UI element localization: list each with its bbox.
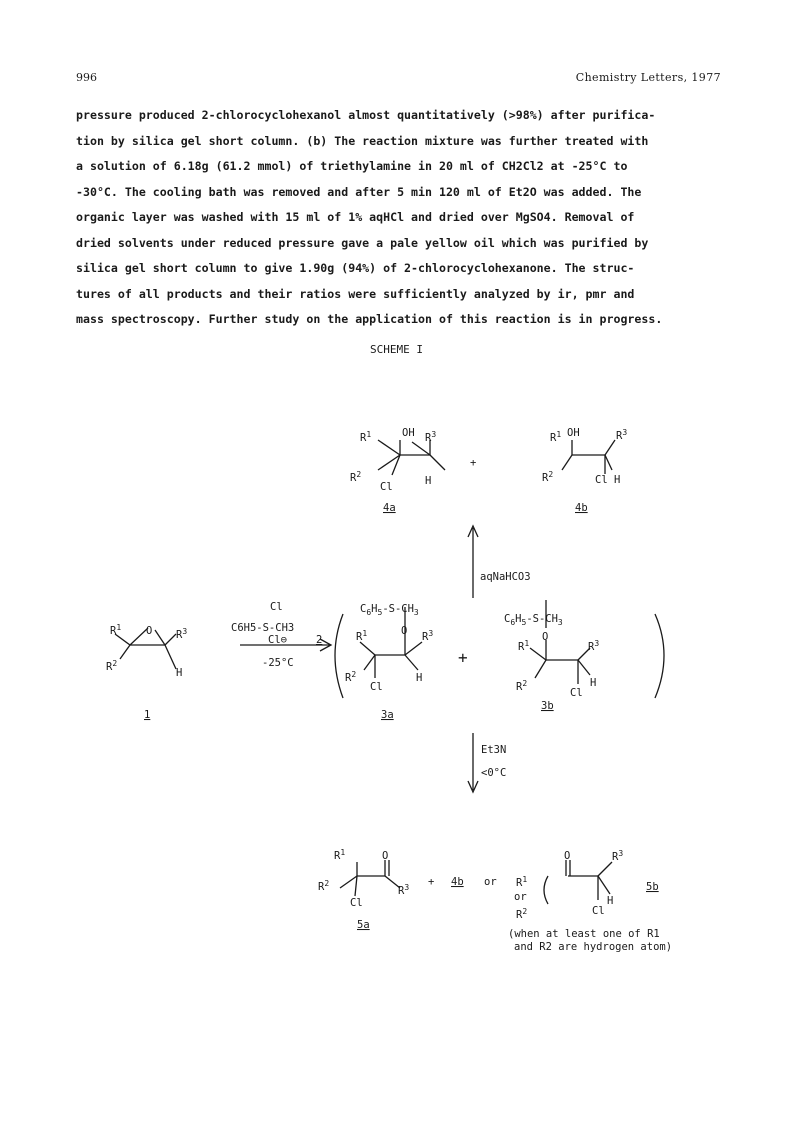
reagent-anion: Cl⊖ — [268, 634, 287, 646]
body-line: tures of all products and their ratios were sufficiently analyzed by ir, pmr and — [76, 286, 635, 301]
svg-text:O: O — [382, 850, 389, 862]
plus-sign: + — [428, 876, 435, 888]
svg-text:R1: $R^1$ — [110, 623, 122, 637]
body-line: silica gel short column to give 1.90g (94%) of 2-chlorocyclohexanone. The struc- — [76, 261, 635, 275]
compound-label-3b: 3b — [541, 700, 554, 712]
svg-text:H: H — [176, 667, 183, 679]
svg-text:O: O — [564, 850, 571, 862]
svg-text:Cl: Cl — [380, 481, 393, 493]
svg-text:R1: $R^1$ — [550, 430, 562, 444]
or-text: or — [514, 891, 527, 903]
structure-3a — [360, 607, 422, 678]
svg-text:H: H — [416, 672, 423, 684]
body-line: -30°C. The cooling bath was removed and after 5 min 120 ml of Et2O was added. The — [76, 184, 642, 199]
structure-4b — [562, 440, 615, 474]
svg-text:R3: $R^3$ — [422, 629, 434, 643]
svg-text:Cl: Cl — [592, 905, 605, 917]
footnote-line-2: and R2 are hydrogen atom) — [514, 941, 673, 953]
svg-text:Cl: Cl — [570, 687, 583, 699]
structure-5b — [544, 860, 612, 904]
svg-text:O: O — [146, 625, 153, 637]
page-number: 996 — [76, 71, 97, 84]
svg-text:Cl: Cl — [595, 474, 608, 486]
compound-label-4a: 4a — [383, 502, 396, 514]
compound-label-1: 1 — [144, 709, 151, 721]
svg-text:H: H — [614, 474, 621, 486]
svg-text:R2: $R^2$ — [350, 470, 362, 484]
compound-ref-4b: 4b — [451, 876, 464, 888]
reagent-chloro: Cl — [270, 601, 283, 613]
svg-text:R2: $R^2$ — [106, 659, 118, 673]
reagent-et3n: Et3N — [481, 744, 507, 756]
svg-text:R2: $R^2$ — [516, 907, 528, 921]
svg-text:H: H — [607, 895, 614, 907]
svg-text:C6H5-S-CH3: $C_6H_5-S-CH_3$ — [504, 613, 563, 627]
plus-sign: + — [458, 648, 468, 667]
body-line: a solution of 6.18g (61.2 mmol) of triethylamine in 20 ml of CH2Cl2 at -25°C to — [76, 159, 628, 173]
svg-text:R3: $R^3$ — [425, 430, 437, 444]
body-line: organic layer was washed with 15 ml of 1% aqHCl and dried over MgSO4. Removal of — [76, 210, 635, 224]
svg-text:OH: OH — [567, 427, 580, 439]
svg-text:R2: $R^2$ — [516, 679, 528, 693]
svg-text:H: H — [590, 677, 597, 689]
body-line: pressure produced 2-chlorocyclohexanol almost quantitatively (>98%) after purifica- — [76, 108, 656, 122]
svg-text:R1: $R^1$ — [356, 629, 368, 643]
svg-text:R1: $R^1$ — [334, 848, 346, 862]
reagent-aqnahco3: aqNaHCO3 — [480, 571, 531, 583]
svg-text:Cl: Cl — [370, 681, 383, 693]
compound-label-3a: 3a — [381, 709, 394, 721]
svg-text:R3: $R^3$ — [398, 883, 410, 897]
footnote-line-1: (when at least one of R1 — [508, 928, 660, 940]
svg-text:H: H — [425, 475, 432, 487]
svg-text:OH: OH — [402, 427, 415, 439]
svg-text:R3: $R^3$ — [612, 849, 624, 863]
reaction-cold: <0°C — [481, 767, 507, 779]
body-line: tion by silica gel short column. (b) The reaction mixture was further treated with — [76, 133, 649, 148]
svg-text:R2: $R^2$ — [542, 470, 554, 484]
structure-5a — [340, 860, 400, 896]
reagent-label-2: 2 — [316, 634, 323, 646]
svg-text:O: O — [542, 631, 549, 643]
svg-text:R2: $R^2$ — [318, 879, 330, 893]
compound-label-5b: 5b — [646, 881, 659, 893]
svg-text:R1: $R^1$ — [518, 639, 530, 653]
svg-text:R3: $R^3$ — [588, 639, 600, 653]
svg-text:R1: $R^1$ — [360, 430, 372, 444]
body-line: mass spectroscopy. Further study on the application of this reaction is in progress. — [76, 312, 663, 326]
scheme-title: SCHEME I — [370, 343, 423, 356]
svg-text:R3: $R^3$ — [616, 428, 628, 442]
compound-label-4b: 4b — [575, 502, 588, 514]
svg-text:R3: $R^3$ — [176, 627, 188, 641]
svg-text:Cl: Cl — [350, 897, 363, 909]
or-text: or — [484, 876, 497, 888]
svg-text:O: O — [401, 625, 408, 637]
journal-header: Chemistry Letters, 1977 — [575, 71, 721, 84]
reaction-temperature: -25°C — [262, 657, 294, 669]
reagent-sulfide: C6H5-S-CH3 — [231, 622, 295, 634]
svg-text:R2: $R^2$ — [345, 670, 357, 684]
body-line: dried solvents under reduced pressure gave a pale yellow oil which was purified by — [76, 235, 649, 250]
compound-label-5a: 5a — [357, 919, 370, 931]
svg-text:R1: $R^1$ — [516, 875, 528, 889]
structure-4a — [378, 440, 445, 475]
plus-sign: + — [470, 457, 477, 469]
svg-text:C6H5-S-CH3: $C_6H_5-S-CH_3$ — [360, 603, 419, 617]
